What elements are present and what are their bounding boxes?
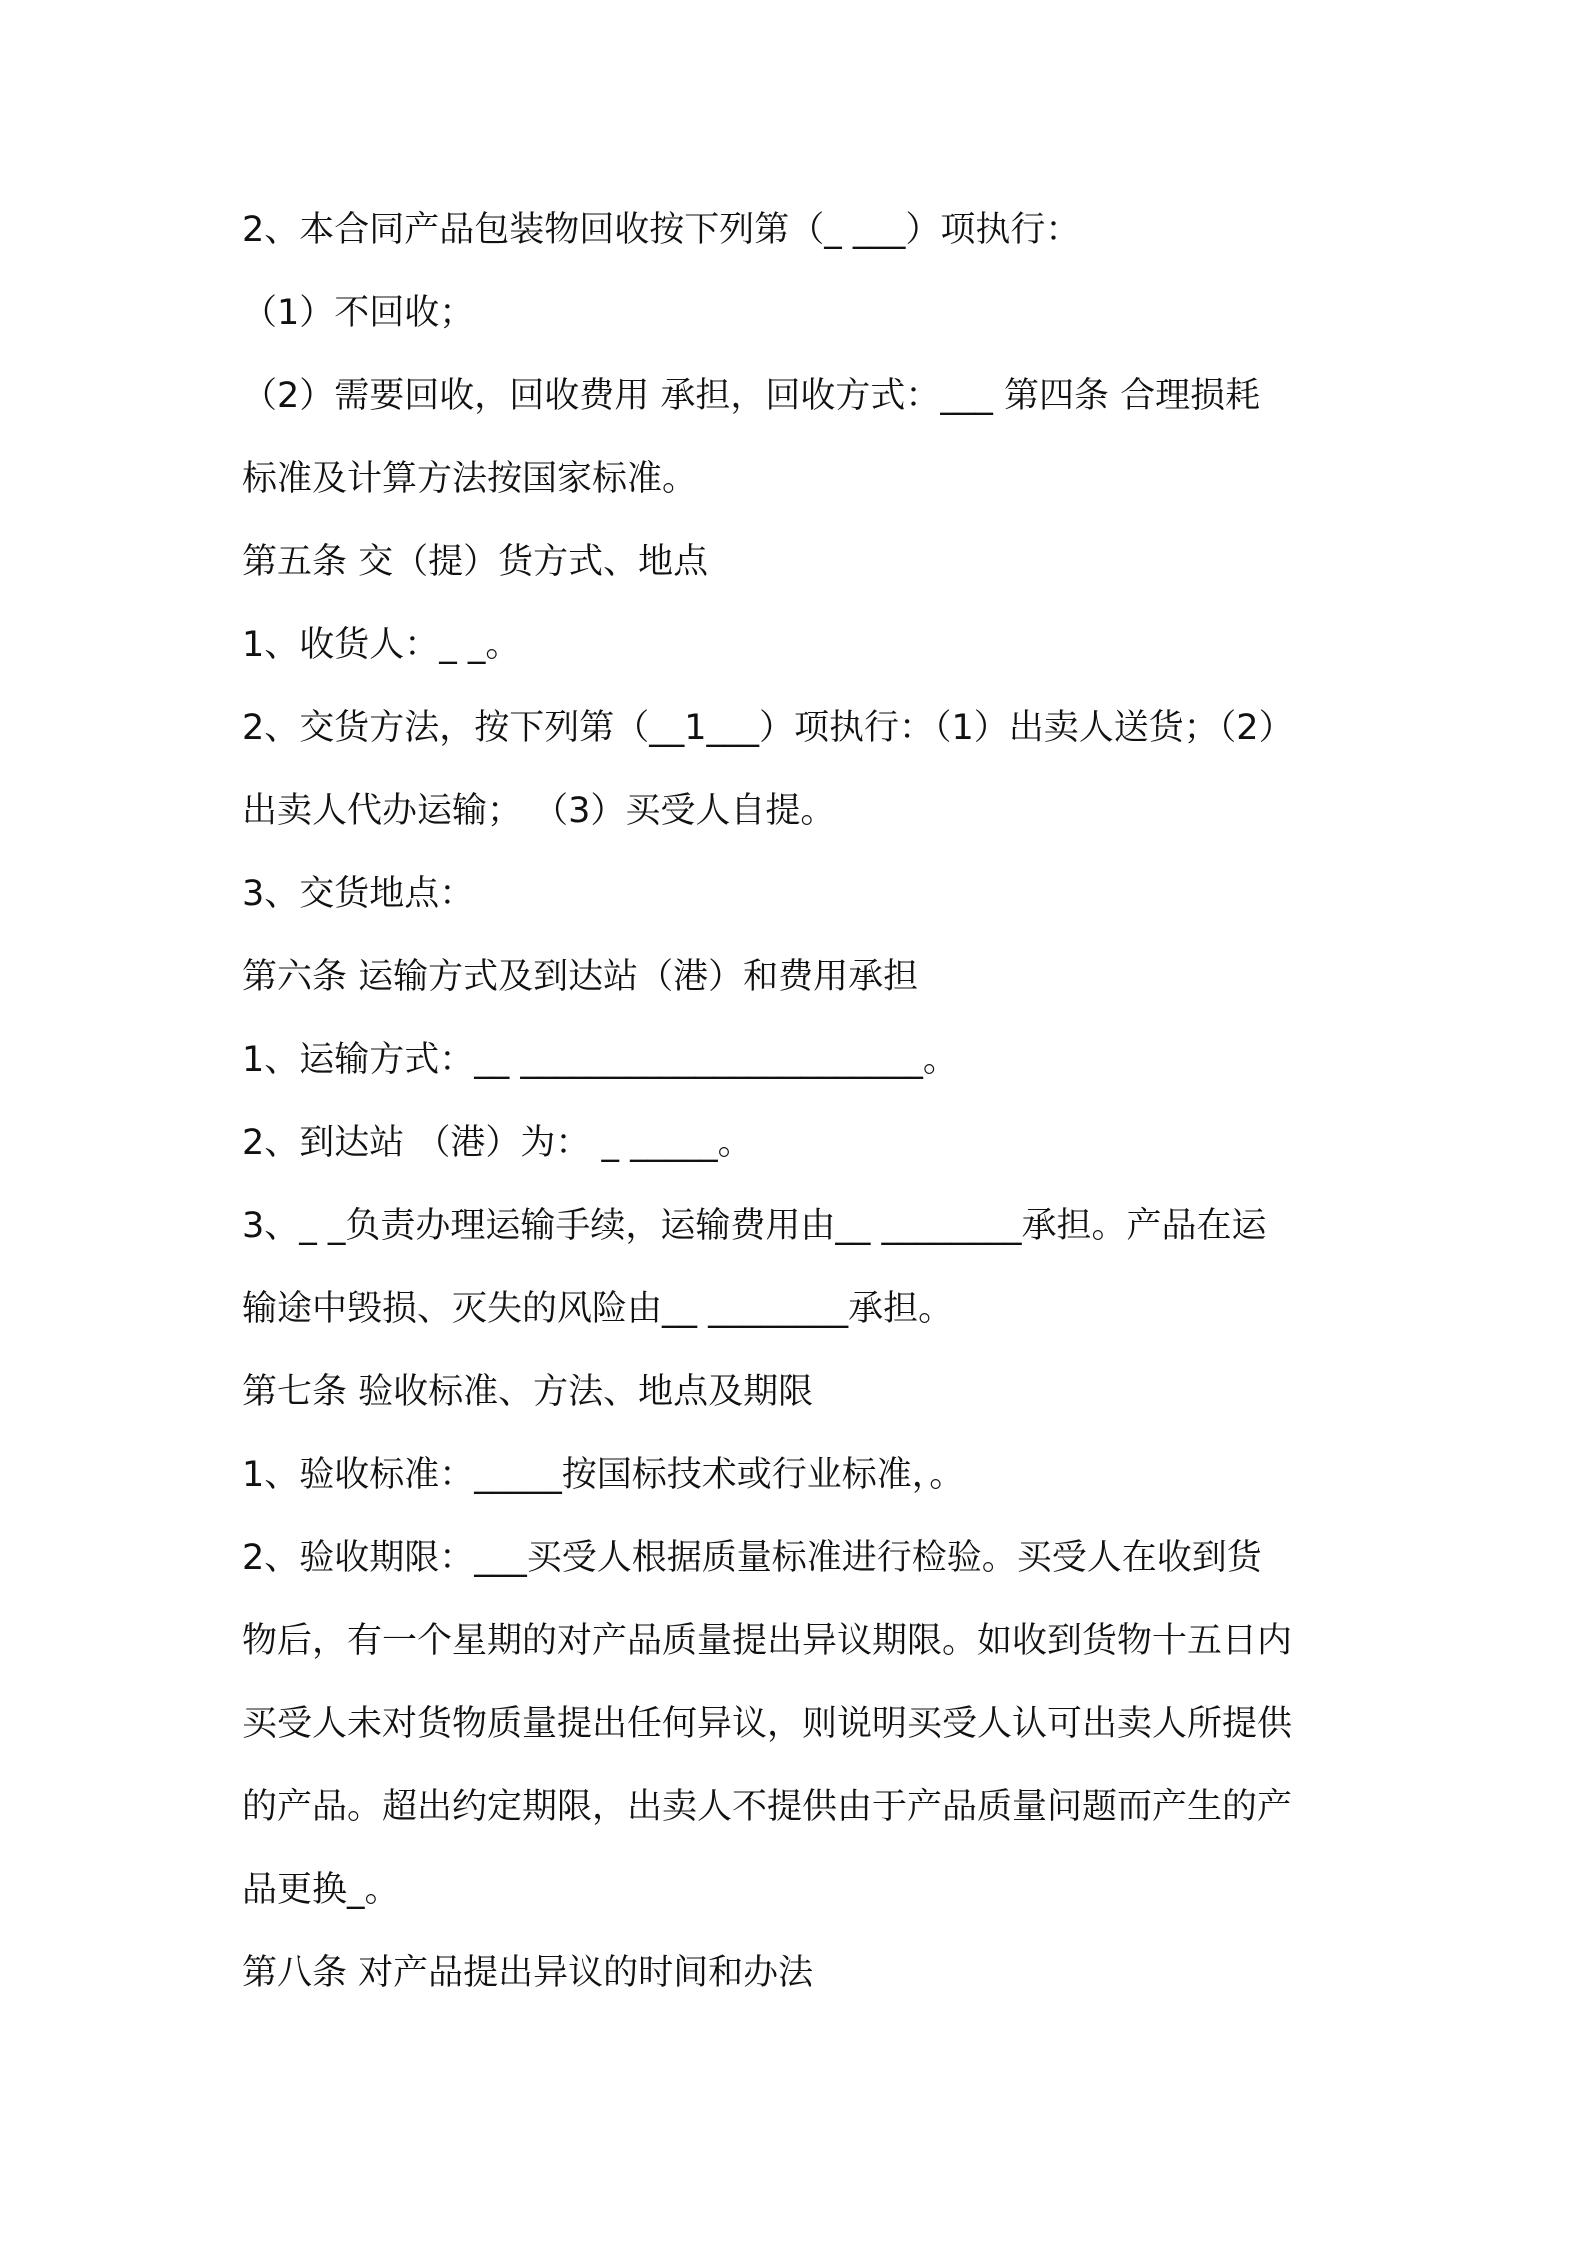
option-recycling-required: （2）需要回收，回收费用 承担，回收方式：___ 第四条 合理损耗 — [242, 376, 1261, 416]
text-line: 买受人未对货物质量提出任何异议，则说明买受人认可出卖人所提供 — [242, 1704, 1293, 1744]
text-line: 出卖人代办运输； （3）买受人自提。 — [242, 791, 836, 831]
clause-transport-responsibility: 3、_ _负责办理运输手续，运输费用由__ ________承担。产品在运 — [242, 1206, 1267, 1246]
text-line: 物后，有一个星期的对产品质量提出异议期限。如收到货物十五日内 — [242, 1621, 1293, 1661]
option-no-recycling: （1）不回收； — [242, 293, 475, 333]
article-7-heading: 第七条 验收标准、方法、地点及期限 — [242, 1372, 814, 1412]
clause-delivery-place: 3、交货地点： — [242, 874, 475, 914]
article-6-heading: 第六条 运输方式及到达站（港）和费用承担 — [242, 957, 919, 997]
clause-acceptance-period: 2、验收期限：___买受人根据质量标准进行检验。买受人在收到货 — [242, 1538, 1262, 1578]
text-line: 的产品。超出约定期限，出卖人不提供由于产品质量问题而产生的产 — [242, 1787, 1293, 1827]
clause-packaging-recycling: 2、本合同产品包装物回收按下列第（_ ___）项执行： — [242, 210, 1081, 250]
text-line: 标准及计算方法按国家标准。 — [242, 459, 698, 499]
clause-transport-mode: 1、运输方式：__ _______________________。 — [242, 1040, 958, 1080]
text-line: 品更换_。 — [242, 1870, 400, 1910]
clause-destination: 2、到达站 （港）为： _ _____。 — [242, 1123, 753, 1163]
text-line: 输途中毁损、灭失的风险由__ ________承担。 — [242, 1289, 954, 1329]
clause-delivery-method: 2、交货方法，按下列第（__1___）项执行：（1）出卖人送货；（2） — [242, 708, 1294, 748]
clause-acceptance-standard: 1、验收标准：_____按国标技术或行业标准，。 — [242, 1455, 965, 1495]
article-5-heading: 第五条 交（提）货方式、地点 — [242, 542, 709, 582]
clause-consignee: 1、收货人：_ _。 — [242, 625, 521, 665]
article-8-heading: 第八条 对产品提出异议的时间和办法 — [242, 1953, 814, 1993]
